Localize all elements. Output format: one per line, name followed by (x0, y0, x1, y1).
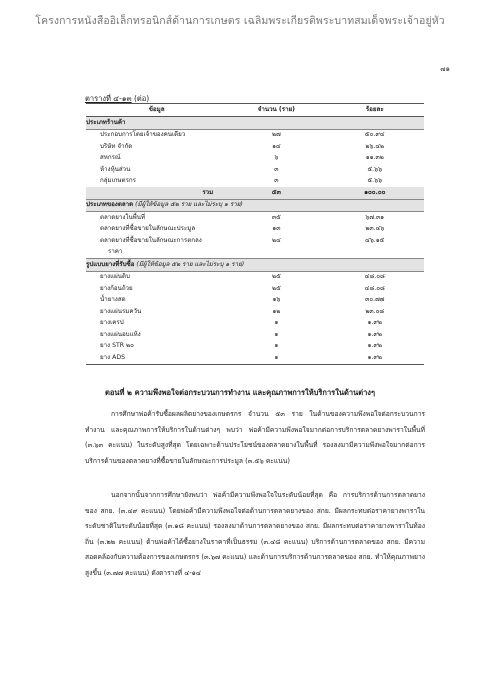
table-row (86, 283, 424, 295)
row-count: ๒๔ (272, 236, 281, 244)
table-row (86, 141, 424, 153)
row-count: ๑๓ (272, 225, 281, 233)
row-count: ๑ (274, 319, 279, 327)
section-title-text: รูปแบบยางที่รับซื้อ (86, 260, 135, 268)
table-row (86, 224, 424, 236)
column-header-item: ข้อมูล (86, 104, 227, 117)
row-count: ๓ (274, 177, 279, 185)
table-row (86, 341, 424, 353)
table-row (86, 129, 424, 141)
table-row (86, 318, 424, 330)
row-label: ยางก้อนถ้วย (100, 284, 133, 292)
table-row (86, 212, 424, 224)
row-label: ประกอบการโดยเจ้าของคนเดียว (100, 131, 186, 139)
row-label: ยางเครป (100, 319, 124, 327)
row-label: กลุ่มเกษตรกร (100, 177, 136, 185)
section-title (86, 259, 424, 272)
row-count (227, 247, 325, 259)
section-header-row (86, 117, 424, 130)
total-percent: ๑๐๐.๐๐ (326, 187, 424, 199)
row-percent: ๕๐.๙๔ (364, 131, 385, 139)
row-percent: ๔๖.๑๕ (365, 236, 385, 244)
table-caption-label: ตารางที่ ๔-๑๓ (85, 94, 132, 103)
row-count: ๒๗ (272, 131, 281, 139)
row-percent: ๒๓.๐๘ (365, 307, 385, 315)
table-header-row (86, 104, 424, 117)
row-label: ยางแผ่นรมควัน (100, 307, 142, 315)
section-header-row (86, 199, 424, 212)
row-percent: ๑.๙๒ (367, 319, 383, 327)
table-row (86, 235, 424, 247)
page-number: ๗๑ (440, 65, 450, 73)
row-label: ยาง ADS (86, 352, 227, 364)
row-count: ๑๔ (272, 142, 281, 150)
column-header-count: จำนวน (ราย) (227, 104, 325, 117)
row-percent: ๒๖.๔๒ (365, 142, 385, 150)
row-count: ๓๕ (271, 213, 281, 221)
row-count: ๑๖ (272, 296, 281, 304)
table-row (86, 352, 424, 364)
row-count: ๓ (274, 165, 279, 173)
row-label: ยาง STR ๒๐ (100, 342, 134, 350)
row-count: ๑ (274, 330, 279, 338)
body-paragraph-1: การศึกษาพ่อค้ารับซื้อผลผลิตยางของเกษตรกร จำนวน ๕๓ ราย ในด้านของความพึงพอใจต่อกระบวนการทำงาน และคุณภาพการให้บริการในด้านต่างๆ พบว่า พ่อค้ามีความพึงพอใจมากต่อการบริการตลาดยางพาราในพื้นที่ (๓.๖๓ คะแนน) ในระดับสูงที่สุด โดยเฉพาะด้านประโยชน์ของตลาดยางในพื้นที่ รองลงมามีความพึงพอใจมากต่อการบริการด้านของตลาดยางที่ซื้อขายในลักษณะการประมูล (๓.๕๖ คะแนน) (85, 410, 425, 465)
row-label: ห้างหุ้นส่วน (100, 165, 131, 173)
row-label: บริษัท จำกัด (100, 142, 133, 150)
row-percent: ๒๓.๔๖ (365, 225, 385, 233)
row-count: ๒๕ (272, 273, 281, 281)
total-count: ๕๓ (227, 187, 325, 199)
row-label: ตลาดยางที่ซื้อขายในลักษณะการตกลง (100, 236, 202, 244)
table-row (86, 295, 424, 307)
row-label: ยางแผ่นอบแห้ง (100, 330, 141, 338)
row-label: น้ำยางสด (100, 296, 126, 304)
row-percent: ๑.๙๒ (367, 342, 383, 350)
row-label: ตลาดยางที่ซื้อขายในลักษณะประมูล (100, 225, 196, 233)
table-row (86, 247, 424, 259)
row-percent: ๑.๙๒ (326, 352, 424, 364)
row-count: ๑๒ (272, 307, 281, 315)
table-row (86, 306, 424, 318)
table-row (86, 164, 424, 176)
row-percent: ๔๘.๐๘ (364, 284, 385, 292)
row-percent: ๕.๖๖ (367, 177, 383, 185)
table-row (86, 271, 424, 283)
row-count: ๒๕ (272, 284, 281, 292)
row-percent: ๑๑.๓๒ (365, 154, 384, 162)
row-count: ๑ (227, 352, 325, 364)
row-count: ๖ (274, 154, 279, 162)
table-row (86, 153, 424, 165)
row-percent: ๖๗.๓๑ (365, 213, 385, 221)
row-percent (326, 247, 424, 259)
section-title-text: ประเภทของตลาด (86, 201, 134, 209)
row-label: สหกรณ์ (100, 154, 121, 162)
row-percent: ๔๘.๐๘ (364, 273, 385, 281)
data-table (86, 103, 424, 365)
section-header-row (86, 259, 424, 272)
table-row (86, 176, 424, 188)
section-title (86, 199, 424, 212)
total-row (86, 187, 424, 199)
section-title (86, 117, 424, 130)
row-label: ราคา (108, 248, 123, 256)
row-percent: ๓๐.๗๗ (365, 296, 385, 304)
section-subheading: ตอนที่ ๒ ความพึงพอใจต่อกระบวนการทำงาน และคุณภาพการให้บริการในด้านต่างๆ (105, 388, 375, 397)
table-row (86, 329, 424, 341)
total-label: รวม (86, 187, 227, 199)
page-header: โครงการหนังสืออิเล็กทรอนิกส์ด้านการเกษตร เฉลิมพระเกียรติพระบาทสมเด็จพระเจ้าอยู่หัว (35, 15, 445, 27)
section-note: (มีผู้ให้ข้อมูล ๕๒ ราย และไม่ระบุ ๑ ราย) (133, 201, 243, 209)
row-percent: ๑.๙๒ (367, 330, 383, 338)
body-paragraph-2: นอกจากนั้นจากการศึกษายังพบว่า พ่อค้ามีความพึงพอใจในระดับน้อยที่สุด คือ การบริการด้านการตลาดยางของ สกย. (๓.๔๙ คะแนน) โดยพ่อค้ามีความพึงพอใจต่อด้านการตลาดยางของ สกย. มีผลกระทบต่อราคายางพาราในระดับชาติในระดับน้อยที่สุด (๓.๑๘ คะแนน) รองลงมาด้านการตลาดยางของ สกย. มีผลกระทบต่อราคายางพาราในท้องถิ่น (๓.๒๒ คะแนน) ด้านพ่อค้าได้ซื้อยางในราคาที่เป็นธรรม (๓.๔๘ คะแนน) บริการด้านการตลาดของ สกย. มีความสอดคล้องกับความต้องการของเกษตรกร (๓.๖๗ คะแนน) และด้านการบริการด้านการตลาดของ สกย. ทำให้คุณภาพยางสูงขึ้น (๓.๗๗ คะแนน) ดังตารางที่ ๔-๑๔ (85, 491, 425, 577)
row-count: ๑ (274, 342, 279, 350)
section-title-text: ประเภทร้านค้า (86, 118, 126, 126)
column-header-percent: ร้อยละ (326, 104, 424, 117)
row-label: ยางแผ่นดิบ (100, 273, 130, 281)
row-label: ตลาดยางในพื้นที่ (100, 213, 146, 221)
section-note: (มีผู้ให้ข้อมูล ๕๒ ราย และไม่ระบุ ๑ ราย) (134, 260, 245, 268)
table-caption-suffix: (ต่อ) (131, 94, 150, 103)
row-percent: ๕.๖๖ (367, 165, 383, 173)
